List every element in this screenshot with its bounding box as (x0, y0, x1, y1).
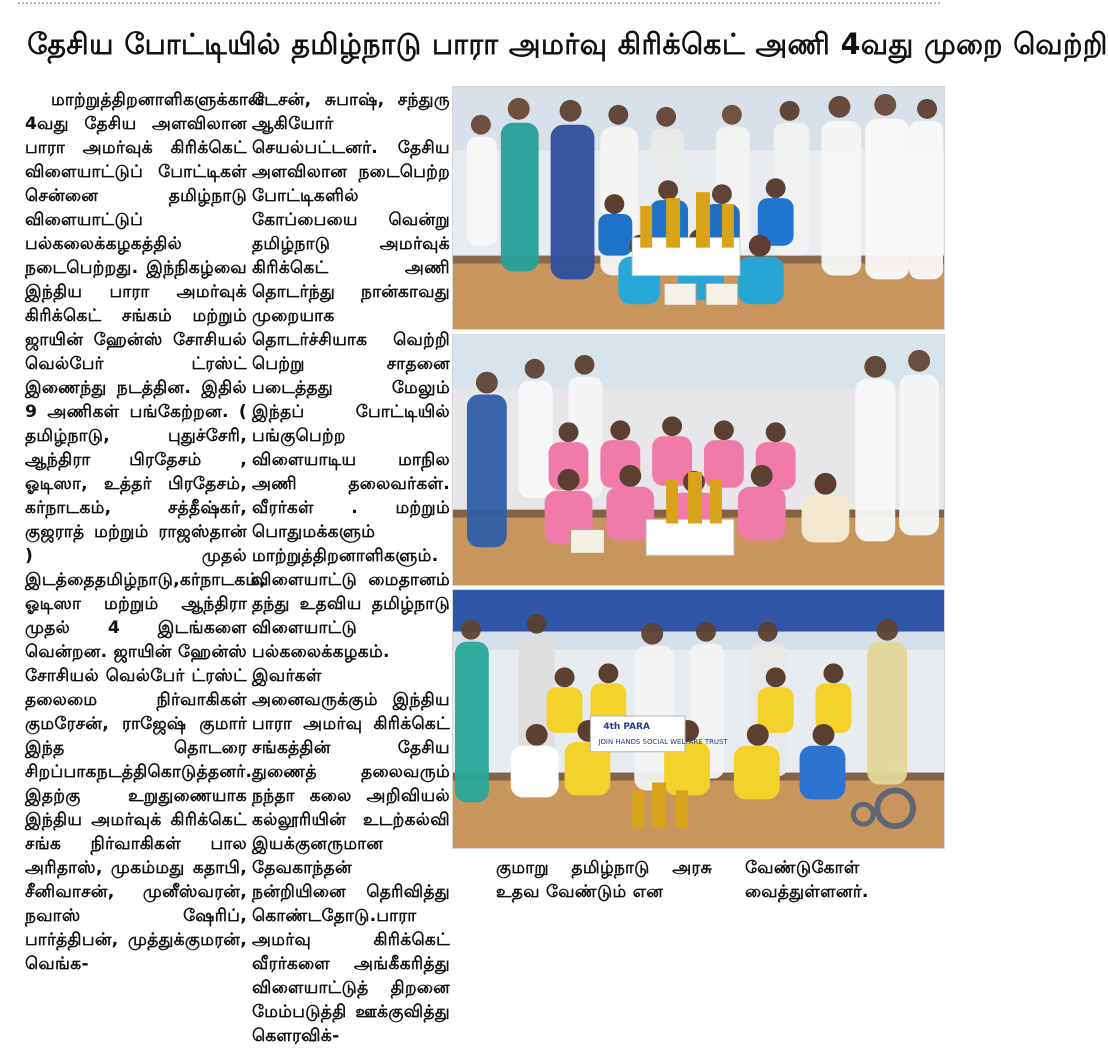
article-column-3a: குமாறு தமிழ்நாடு அரசு உதவ வேண்டும் என (496, 858, 712, 902)
article-headline: தேசிய போட்டியில் தமிழ்நாடு பாரா அமர்வு கிரிக்கெட் அணி 4வது முறை வெற்றி (27, 27, 1108, 61)
team-photo-1 (452, 86, 945, 330)
photo-collage (452, 86, 945, 849)
article-column-1: மாற்றுத்திறனாளிகளுக்கான 4வது தேசிய அளவிலான பாரா அமர்வுக் கிரிக்கெட் விளையாட்டுப் போட்டிகள் சென்னை தமிழ்நாடு விளையாட்டுப் பல்கலைக்கழகத்தில் நடைபெற்றது. இந்நிகழ்வை இந்திய பாரா அமர்வுக் கிரிக்கெட் சங்கம் மற்றும் ஜாயின் ஹேன்ஸ் சோசியல் வெல்பேர் ட்ரஸ்ட் இணைந்து நடத்தின. இதில் 9 அணிகள் பங்கேற்றன. ( தமிழ்நாடு, புதுச்சேரி, ஆந்திரா பிரதேசம் , ஓடிஸா, உத்தர் பிரதேசம், கர்நாடகம், சத்தீஷ்கர், குஜராத் மற்றும் ராஜஸ்தான் ) முதல் இடத்தைதமிழ்நாடு,கர்நாடகம், ஓடிஸா மற்றும் ஆந்திரா முதல் 4 இடங்களை வென்றன. ஜாயின் ஹேன்ஸ் சோசியல் வெல்பேர் ட்ரஸ்ட் தலைமை நிர்வாகிகள் குமரேசன், ராஜேஷ் குமார் இந்த தொடரை சிறப்பாகநடத்திகொடுத்தனர். இதற்கு உறுதுணையாக இந்திய அமர்வுக் கிரிக்கெட் சங்க நிர்வாகிகள் பால அரிதாஸ், முகம்மது கதாபி, சீனிவாசன், முனீஸ்வரன், நவாஸ் ஷேரிப், பார்த்திபன், முத்துக்குமரன், வெங்க- (25, 90, 267, 974)
photo3-banner-text: 4th PARA (603, 721, 650, 732)
team-photo-2 (452, 334, 945, 586)
article-column-2: டேசன், சுபாஷ், சந்துரு ஆகியோர் செயல்பட்டனர். தேசிய அளவிலான நடைபெற்ற போட்டிகளில் கோப்பையை வென்று தமிழ்நாடு அமர்வுக் கிரிக்கெட் அணி தொடர்ந்து நான்காவது முறையாக தொடர்ச்சியாக வெற்றி பெற்று சாதனை படைத்தது மேலும் இந்தப் போட்டியில் பங்குபெற்ற விளையாடிய மாநில அணி தலைவர்கள். வீரர்கள் . மற்றும் பொதுமக்களும் மாற்றுத்திறனாளிகளும். விளையாட்டு மைதானம் தந்து உதவிய தமிழ்நாடு விளையாட்டு பல்கலைக்கழகம். இவர்கள் அனைவருக்கும் இந்திய பாரா அமர்வு கிரிக்கெட் சங்கத்தின் தேசிய துணைத் தலைவரும் நந்தா கலை அறிவியல் கல்லூரியின் உடற்கல்வி இயக்குனருமான தேவகாந்தன் நன்றியினை தெரிவித்து கொண்டதோடு.பாரா அமர்வு கிரிக்கெட் வீரர்களை அங்கீகரித்து விளையாட்டுத் திறனை மேம்படுத்தி ஊக்குவித்து கௌரவிக்- (252, 90, 450, 1046)
page-top-rule (18, 2, 940, 4)
article-column-3b: வேண்டுகோள் வைத்துள்ளனர். (745, 858, 869, 902)
team-photo-3 (452, 589, 945, 849)
photo3-flex-text: JOIN HANDS SOCIAL WELFARE TRUST (598, 737, 728, 746)
